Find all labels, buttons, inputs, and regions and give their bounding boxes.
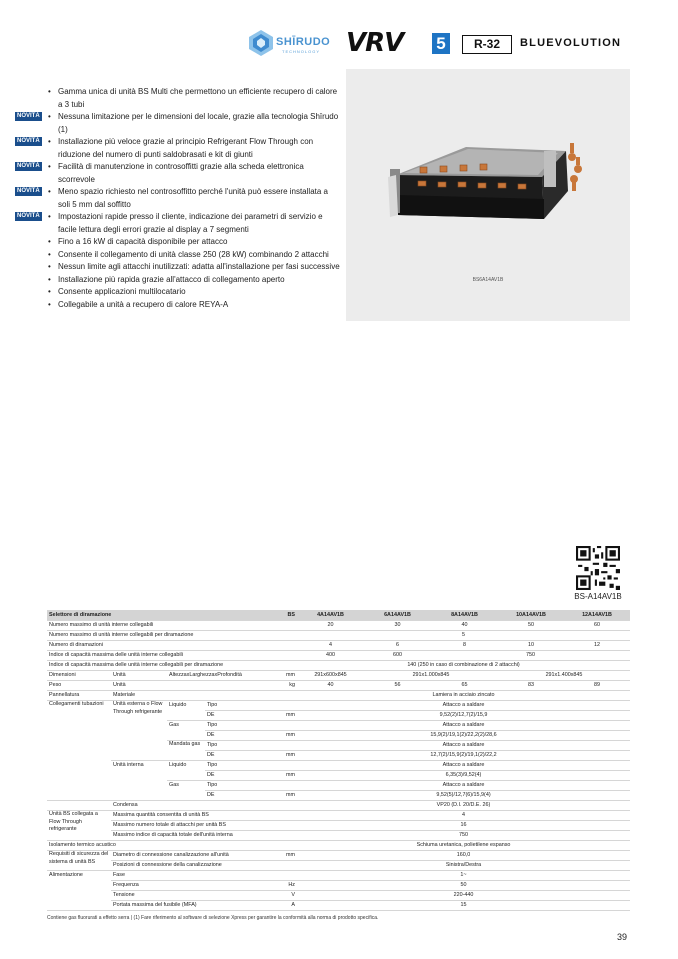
table-cell: Tipo bbox=[205, 721, 275, 731]
table-cell: Gas bbox=[167, 781, 205, 801]
table-cell: 30 bbox=[364, 621, 431, 631]
table-cell: 83 bbox=[498, 681, 564, 691]
table-row bbox=[47, 841, 630, 851]
table-cell: 220-440 bbox=[297, 891, 630, 901]
refrigerant-badge: R-32 bbox=[462, 35, 512, 54]
table-cell bbox=[47, 801, 111, 811]
shirudo-logo bbox=[246, 28, 356, 60]
table-cell: Posizioni di connessione della canalizzazione bbox=[111, 861, 297, 871]
table-cell bbox=[275, 781, 297, 791]
table-cell: 20 bbox=[297, 621, 364, 631]
table-row bbox=[47, 871, 630, 881]
table-cell: Attacco a saldare bbox=[297, 761, 630, 771]
bullet: • bbox=[48, 112, 51, 121]
footnote: Contiene gas fluorurati a effetto serra | (1) Fare riferimento al software di selezione Xpress per garantire la conformità alla norma di prodotto specifica. bbox=[47, 915, 379, 921]
table-row bbox=[47, 761, 630, 771]
table-cell: Indice di capacità massima delle unità interne collegabili bbox=[47, 651, 297, 661]
table-cell: Mandata gas bbox=[167, 741, 205, 761]
table-cell: V bbox=[275, 891, 297, 901]
model-header: 10A14AV1B bbox=[498, 610, 564, 621]
table-cell: Unità esterna o Flow Through refrigerante bbox=[111, 701, 167, 761]
model-header: 4A14AV1B bbox=[297, 610, 364, 621]
table-cell: Isolamento termico acustico bbox=[47, 841, 297, 851]
bullet: • bbox=[48, 262, 51, 271]
feature-item: • Gamma unica di unità BS Multi che permettono un efficiente recupero di calore a 3 tubi bbox=[48, 87, 338, 109]
table-cell: Unità bbox=[111, 671, 167, 681]
feature-item: • Installazione più rapida grazie all'attacco di collegamento aperto bbox=[48, 274, 340, 287]
bs-unit-illustration bbox=[346, 69, 630, 321]
table-cell: mm bbox=[275, 851, 297, 861]
feature-item: • Consente il collegamento di unità classe 250 (28 kW) combinando 2 attacchi bbox=[48, 249, 340, 262]
table-cell bbox=[275, 701, 297, 711]
table-cell: DE bbox=[205, 711, 275, 721]
table-cell: 6 bbox=[364, 641, 431, 651]
shirudo-tagline: TECHNOLOGY bbox=[282, 49, 321, 54]
novita-badge: NOVITÀ bbox=[17, 113, 40, 119]
table-cell: 15 bbox=[297, 901, 630, 911]
table-cell: Indice di capacità massima delle unità interne collegabili per diramazione bbox=[47, 661, 297, 671]
novita-badge: NOVITÀ bbox=[17, 138, 40, 144]
novita-badge: NOVITÀ bbox=[17, 163, 40, 169]
table-row bbox=[47, 891, 630, 901]
table-cell: Massimo indice di capacità totale dell'unità interna bbox=[111, 831, 297, 841]
table-cell: 9,52(5)/12,7(6)/15,9(4) bbox=[297, 791, 630, 801]
table-row bbox=[47, 681, 630, 691]
table-cell: Liquido bbox=[167, 761, 205, 781]
table-cell: mm bbox=[275, 671, 297, 681]
shirudo-wordmark: SHĪRUDO bbox=[276, 36, 331, 48]
vrv-logo: VRV bbox=[346, 28, 404, 58]
bullet: • bbox=[48, 287, 51, 296]
table-cell: 40 bbox=[431, 621, 498, 631]
table-cell: Alimentazione bbox=[47, 871, 111, 911]
page-number: 39 bbox=[617, 932, 628, 942]
table-cell: 12,7(2)/15,9(2)/19,1(2)/22,2 bbox=[297, 751, 630, 761]
table-row bbox=[47, 641, 630, 651]
table-cell bbox=[275, 721, 297, 731]
table-row bbox=[47, 821, 630, 831]
table-cell: Requisiti di sicurezza del sistema di unità BS bbox=[47, 851, 111, 871]
table-cell: DE bbox=[205, 751, 275, 761]
table-cell: Numero di diramazioni bbox=[47, 641, 297, 651]
table-cell: 89 bbox=[564, 681, 630, 691]
table-row bbox=[47, 811, 630, 821]
table-cell: mm bbox=[275, 771, 297, 781]
table-row bbox=[47, 831, 630, 841]
table-cell: 60 bbox=[564, 621, 630, 631]
feature-item: NOVITÀ • Nessuna limitazione per le dimensioni del locale, grazie alla tecnologia Shīrudo (1) bbox=[17, 112, 339, 134]
table-cell: Frequenza bbox=[111, 881, 275, 891]
table-cell: 291x1.000x845 bbox=[364, 671, 498, 681]
table-cell: Schiuma uretanica, polietilene espanso bbox=[297, 841, 630, 851]
feature-item: • Nessun limite agli attacchi inutilizzati: adatta all'installazione per fasi successive bbox=[48, 261, 340, 274]
table-cell: 50 bbox=[498, 621, 564, 631]
table-cell: mm bbox=[275, 751, 297, 761]
table-cell: 4 bbox=[297, 641, 364, 651]
table-cell: 12 bbox=[564, 641, 630, 651]
bullet: • bbox=[48, 274, 51, 284]
table-cell: 140 (250 in caso di combinazione di 2 attacchi) bbox=[297, 661, 630, 671]
table-cell bbox=[275, 741, 297, 751]
bullet: • bbox=[48, 249, 51, 259]
qr-model-label: BS-A14AV1B bbox=[574, 592, 622, 601]
table-cell: kg bbox=[275, 681, 297, 691]
table-cell: A bbox=[275, 901, 297, 911]
feature-item: • Consente applicazioni multilocatario bbox=[48, 286, 340, 299]
table-cell: Peso bbox=[47, 681, 111, 691]
novita-badge: NOVITÀ bbox=[17, 213, 40, 219]
table-cell: Hz bbox=[275, 881, 297, 891]
product-image bbox=[346, 69, 630, 321]
table-cell: Attacco a saldare bbox=[297, 781, 630, 791]
table-cell: Unità bbox=[111, 681, 275, 691]
table-row bbox=[47, 631, 630, 641]
table-cell: 9,52(2)/12,7(2)/15,9 bbox=[297, 711, 630, 721]
table-title: Selettore di diramazione bbox=[47, 610, 275, 621]
bullet: • bbox=[48, 162, 51, 171]
table-cell: Tensione bbox=[111, 891, 275, 901]
table-cell: 40 bbox=[297, 681, 364, 691]
table-cell: 291x600x845 bbox=[297, 671, 364, 681]
table-row bbox=[47, 621, 630, 631]
table-cell: 5 bbox=[297, 631, 630, 641]
feature-item: • Collegabile a unità a recupero di calore REYA-A bbox=[48, 299, 340, 312]
table-cell: Fase bbox=[111, 871, 297, 881]
table-cell: Tipo bbox=[205, 701, 275, 711]
table-cell: Gas bbox=[167, 721, 205, 741]
table-cell: Tipo bbox=[205, 741, 275, 751]
table-cell: 50 bbox=[297, 881, 630, 891]
table-row bbox=[47, 671, 630, 681]
table-cell: AltezzaxLarghezzaxProfondità bbox=[167, 671, 275, 681]
feature-item: • Fino a 16 kW di capacità disponibile per attacco bbox=[48, 236, 340, 249]
table-cell: 10 bbox=[498, 641, 564, 651]
table-cell: 160,0 bbox=[297, 851, 630, 861]
table-cell: Pannellatura bbox=[47, 691, 111, 701]
table-cell: 65 bbox=[431, 681, 498, 691]
table-cell: BS bbox=[275, 610, 297, 621]
novita-badge: NOVITÀ bbox=[17, 188, 40, 194]
feature-item: NOVITÀ • Installazione più veloce grazie al principio Refrigerant Flow Through con riduzione del numero di punti saldobrasati e kit di giunti bbox=[17, 137, 314, 159]
model-header: 6A14AV1B bbox=[364, 610, 431, 621]
table-cell: VP20 (D.I. 20/D.E. 26) bbox=[297, 801, 630, 811]
feature-list bbox=[17, 86, 340, 311]
bullet: • bbox=[48, 87, 51, 96]
shirudo-shield-icon bbox=[246, 28, 276, 58]
table-cell: mm bbox=[275, 711, 297, 721]
qr-code[interactable] bbox=[576, 546, 620, 590]
table-row bbox=[47, 801, 630, 811]
table-cell: 6,35(3)/9,52(4) bbox=[297, 771, 630, 781]
table-cell: Collegamenti tubazioni bbox=[47, 701, 111, 801]
model-header: 12A14AV1B bbox=[564, 610, 630, 621]
table-row bbox=[47, 661, 630, 671]
table-row bbox=[47, 861, 630, 871]
table-cell: 56 bbox=[364, 681, 431, 691]
table-cell: 1~ bbox=[297, 871, 630, 881]
table-row bbox=[47, 651, 630, 661]
table-cell: mm bbox=[275, 791, 297, 801]
bullet: • bbox=[48, 299, 51, 309]
table-cell: Numero massimo di unità interne collegabili per diramazione bbox=[47, 631, 297, 641]
table-row bbox=[47, 691, 630, 701]
table-row bbox=[47, 701, 630, 711]
table-cell: 15,9(2)/19,1(2)/22,2(2)/28,6 bbox=[297, 731, 630, 741]
table-cell: Numero massimo di unità interne collegabili bbox=[47, 621, 297, 631]
table-row bbox=[47, 851, 630, 861]
table-row bbox=[47, 901, 630, 911]
table-cell: Portata massima del fusibile (MFA) bbox=[111, 901, 275, 911]
table-cell: 750 bbox=[431, 651, 630, 661]
table-cell: Diametro di connessione canalizzazione all'unità bbox=[111, 851, 275, 861]
table-cell: Lamiera in acciaio zincato bbox=[297, 691, 630, 701]
table-cell: Condensa bbox=[111, 801, 297, 811]
bullet: • bbox=[48, 237, 51, 246]
table-cell: Dimensioni bbox=[47, 671, 111, 681]
table-cell: Attacco a saldare bbox=[297, 701, 630, 711]
table-cell: Unità interna bbox=[111, 761, 167, 801]
table-cell: 4 bbox=[297, 811, 630, 821]
table-cell: mm bbox=[275, 731, 297, 741]
table-cell: Massima quantità consentita di unità BS bbox=[111, 811, 297, 821]
feature-item: NOVITÀ • Meno spazio richiesto nel controsoffitto perché l'unità può essere installata a soli 5 mm dal soffitto bbox=[17, 187, 328, 209]
table-row bbox=[47, 881, 630, 891]
table-cell: 291x1.400x845 bbox=[498, 671, 630, 681]
table-cell: DE bbox=[205, 791, 275, 801]
table-cell: 600 bbox=[364, 651, 431, 661]
table-cell: Sinistra/Destra bbox=[297, 861, 630, 871]
table-cell: Unità BS collegata a Flow Through refrigerante bbox=[47, 811, 111, 841]
table-cell: DE bbox=[205, 731, 275, 741]
table-cell: 750 bbox=[297, 831, 630, 841]
bullet: • bbox=[48, 187, 51, 196]
table-cell: Tipo bbox=[205, 761, 275, 771]
table-cell: Massimo numero totale di attacchi per unità BS bbox=[111, 821, 297, 831]
bluevolution-logo: BLUEVOLUTION bbox=[520, 37, 622, 49]
table-cell: Tipo bbox=[205, 781, 275, 791]
product-caption: BS6A14AV1B bbox=[472, 277, 504, 283]
table-cell: Liquido bbox=[167, 701, 205, 721]
feature-item: NOVITÀ • Facilità di manutenzione in controsoffitti grazie alla scheda elettronica scorrevole bbox=[17, 162, 304, 184]
spec-table bbox=[47, 610, 630, 911]
table-cell: DE bbox=[205, 771, 275, 781]
bullet: • bbox=[48, 137, 51, 146]
table-cell: Materiale bbox=[111, 691, 297, 701]
table-header-row bbox=[47, 610, 630, 621]
bullet: • bbox=[48, 212, 51, 221]
table-cell: Attacco a saldare bbox=[297, 741, 630, 751]
model-header: 8A14AV1B bbox=[431, 610, 498, 621]
vrv-version-badge: 5 bbox=[432, 33, 450, 54]
table-cell bbox=[275, 761, 297, 771]
feature-item: NOVITÀ • Impostazioni rapide presso il cliente, indicazione dei parametri di servizio e facile lettura degli errori grazie al display a 7 segmenti bbox=[17, 212, 323, 234]
table-cell: 8 bbox=[431, 641, 498, 651]
table-cell: 400 bbox=[297, 651, 364, 661]
table-cell: Attacco a saldare bbox=[297, 721, 630, 731]
table-cell: 16 bbox=[297, 821, 630, 831]
